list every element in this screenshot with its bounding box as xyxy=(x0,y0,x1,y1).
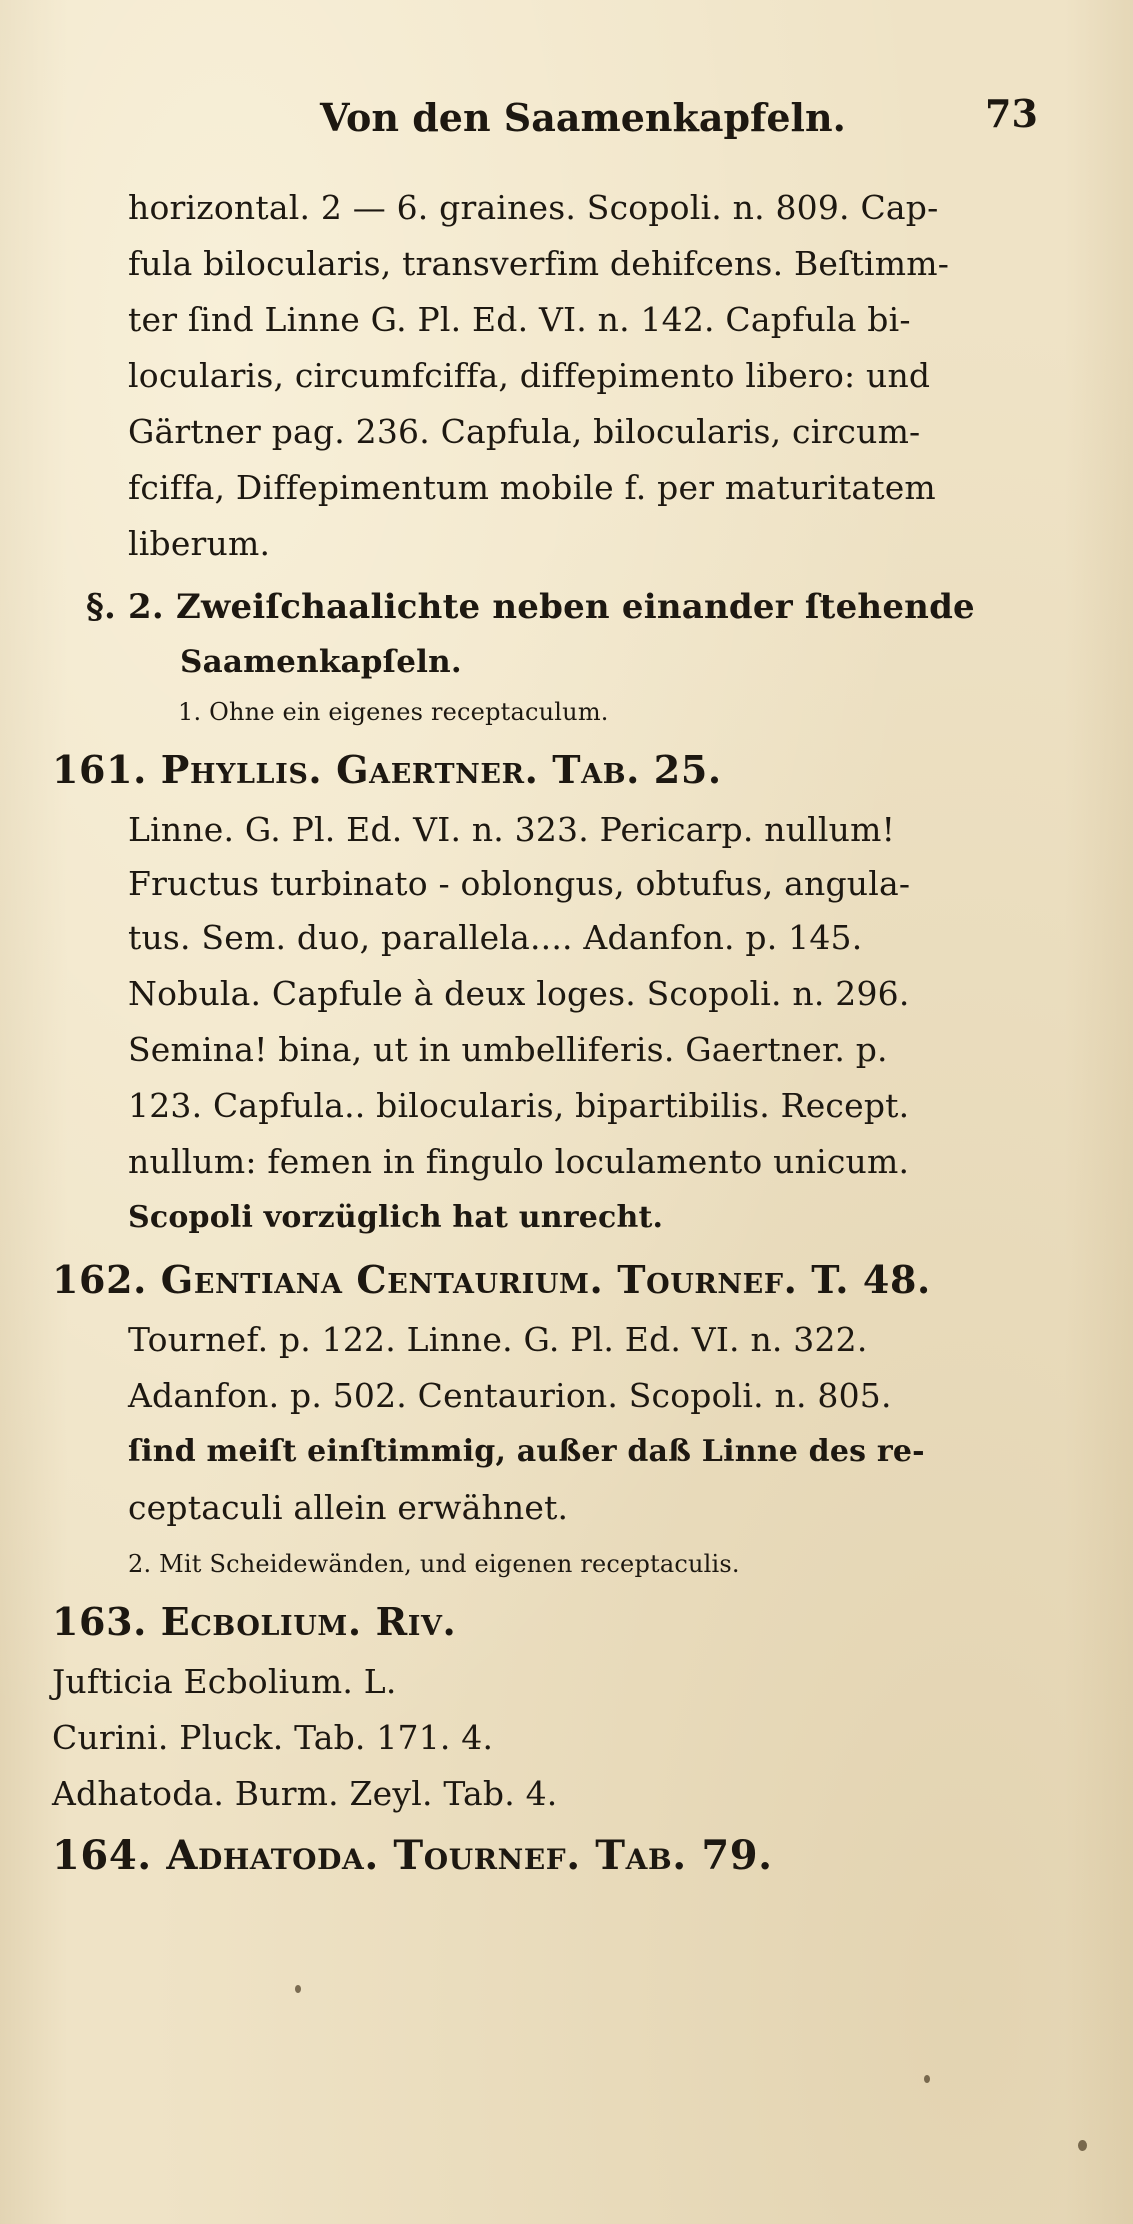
text-line: horizontal. 2 — 6. graines. Scopoli. n. 809. Cap- xyxy=(128,188,939,227)
entry-heading-162: 162. Gentiana Centaurium. Tournef. T. 48. xyxy=(52,1257,931,1302)
ink-speck xyxy=(1078,2140,1087,2151)
text-line: Linne. G. Pl. Ed. VI. n. 323. Pericarp. nullum! xyxy=(128,810,896,849)
section-heading-continued: Saamenkapſeln. xyxy=(180,644,462,680)
entry-heading-164: 164. Adhatoda. Tournef. Tab. 79. xyxy=(52,1832,773,1879)
text-line: nullum: femen in fingulo loculamento unicum. xyxy=(128,1142,910,1181)
text-line: Fructus turbinato - oblongus, obtufus, angula- xyxy=(128,864,911,903)
ink-speck xyxy=(295,1985,301,1993)
text-line: Tournef. p. 122. Linne. G. Pl. Ed. VI. n. 322. xyxy=(128,1320,868,1359)
text-line: liberum. xyxy=(128,524,271,563)
text-line: 123. Capfula.. bilocularis, bipartibilis. Recept. xyxy=(128,1086,910,1125)
entry-heading-163: 163. Ecbolium. Riv. xyxy=(52,1599,457,1644)
text-line: Semina! bina, ut in umbelliferis. Gaertner. p. xyxy=(128,1030,888,1069)
section-heading: §. 2. Zweiſchaalichte neben einander ſtehende xyxy=(86,587,975,627)
text-line: Curini. Pluck. Tab. 171. 4. xyxy=(52,1718,494,1757)
page-number: 73 xyxy=(985,91,1038,136)
text-line: ceptaculi allein erwähnet. xyxy=(128,1488,569,1527)
text-line: ſind meiſt einſtimmig, außer daß Linne des re- xyxy=(128,1434,925,1469)
text-line: fciffa, Diffepimentum mobile f. per maturitatem xyxy=(128,468,936,507)
text-line: fula bilocularis, transverfim dehifcens. Beſtimm- xyxy=(128,244,950,283)
text-line: Scopoli vorzüglich hat unrecht. xyxy=(128,1200,664,1235)
text-line: ter ſind Linne G. Pl. Ed. VI. n. 142. Capfula bi- xyxy=(128,300,911,339)
running-title: Von den Saamenkapfeln. xyxy=(320,95,846,140)
text-line: Gärtner pag. 236. Capfula, bilocularis, circum- xyxy=(128,412,921,451)
subsection-heading: 1. Ohne ein eigenes receptaculum. xyxy=(178,698,609,726)
page-header xyxy=(0,85,1133,145)
text-line: locularis, circumfciffa, diffepimento libero: und xyxy=(128,356,931,395)
subsection-heading: 2. Mit Scheidewänden, und eigenen receptaculis. xyxy=(128,1550,740,1578)
entry-heading-161: 161. Phyllis. Gaertner. Tab. 25. xyxy=(52,747,722,792)
text-line: Adhatoda. Burm. Zeyl. Tab. 4. xyxy=(52,1774,558,1813)
text-line: Adanfon. p. 502. Centaurion. Scopoli. n. 805. xyxy=(128,1376,892,1415)
text-line: Nobula. Capfule à deux loges. Scopoli. n. 296. xyxy=(128,974,910,1013)
text-line: tus. Sem. duo, parallela.... Adanfon. p. 145. xyxy=(128,918,863,957)
ink-speck xyxy=(924,2075,930,2083)
text-line: Jufticia Ecbolium. L. xyxy=(52,1662,397,1701)
